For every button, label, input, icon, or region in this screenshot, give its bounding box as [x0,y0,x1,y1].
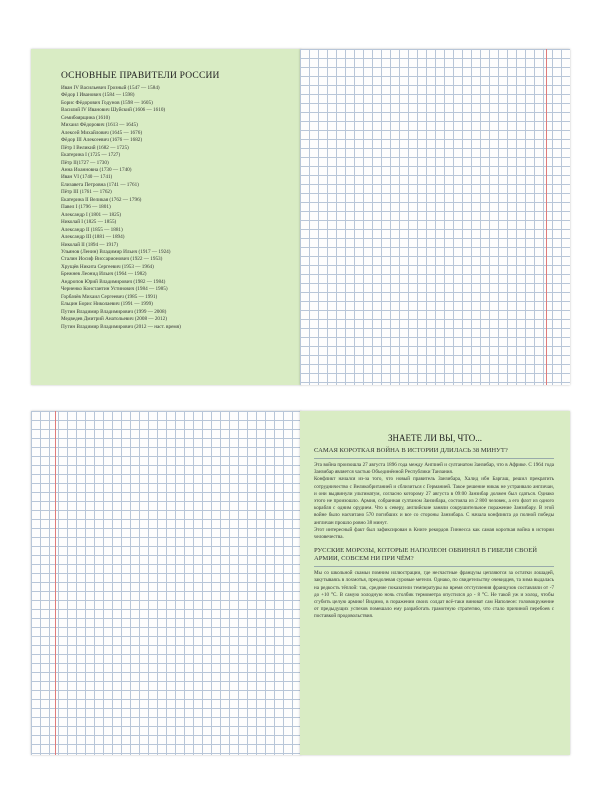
ruler-item: Медведев Дмитрий Анатольевич (2008 — 2012) [61,316,167,323]
ruler-item: Иван VI (1740 — 1741) [61,174,113,181]
ruler-item: Ельцин Борис Николаевич (1991 — 1999) [61,301,153,308]
facts-header: ЗНАЕТЕ ЛИ ВЫ, ЧТО... [388,433,482,443]
ruler-item: Александр I (1801 — 1825) [61,211,122,218]
ruler-item: Николай II (1894 — 1917) [61,241,119,248]
ruler-item: Алексей Михайлович (1645 — 1676) [61,129,143,136]
fact-question-1: САМАЯ КОРОТКАЯ ВОЙНА В ИСТОРИИ ДЛИЛАСЬ 38 МИНУТ? [314,447,508,454]
ruler-item: Ульянов (Ленин) Владимир Ильич (1917 — 1924) [61,248,171,255]
ruler-item: Елизавета Петровна (1741 — 1761) [61,181,139,188]
ruler-item: Михаил Фёдорович (1613 — 1645) [61,122,138,129]
divider [314,458,554,459]
ruler-item: Иван IV Васильевич Грозный (1547 — 1584) [61,85,160,91]
fact-1-paragraph-1: Эта война произошла 27 августа 1896 года между Англией и султанатом Занзибар, что в Африке. С 1964 года Занзибар является частью Объединённой Республики Танзания. [314,462,554,476]
rulers-list [61,85,181,331]
grid-page-bottom-left [31,411,301,755]
ruler-item: Горбачёв Михаил Сергеевич (1985 — 1991) [61,293,158,300]
ruler-item: Брежнев Леонид Ильич (1964 — 1982) [61,271,147,278]
ruler-item: Фёдор I Иванович (1584 — 1598) [61,92,135,99]
ruler-item: Черненко Константин Устинович (1984 — 1985) [61,286,168,293]
fact-1-paragraph-2: Конфликт начался из-за того, что новый правитель Занзибара, Халид ибн Баргаш, решил прекратить сотрудничество с Великобританией и сблизиться с Германией. Такое решение никак не устраивало англичан, и они выдвинули ультиматум, согласно которому 27 августа в 09:00 Занзибар должен был сдаться. Однако этого не произошло. Армия, собранная султаном Занзибара, состояла из 2 800 человек, а его флот из одного корабля с одним орудием. Что к северу, английские заняли сокрушительное поражение Занзибару. В этой войне было насчитано 570 погибших и все со стороны Занзибара. С начала конфликта до полной победы англичан прошло ровно 38 минут. [314,476,554,526]
fact-1-paragraph-3: Этот интересный факт был зафиксирован в Книге рекордов Гиннесса как самая короткая война в истории человечества. [314,526,554,541]
ruler-item: Пётр II(1727 — 1730) [61,159,109,166]
ruler-item: Хрущёв Никита Сергеевич (1953 — 1964) [61,263,154,270]
ruler-item: Борис Фёдорович Годунов (1598 — 1605) [61,99,153,106]
ruler-item: Сталин Иосиф Виссарионович (1922 — 1953) [61,256,163,263]
divider [314,566,554,567]
margin-line [55,411,56,755]
ruler-item: Екатерина II Великая (1762 — 1796) [61,196,142,203]
facts-page [300,411,570,755]
ruler-item: Андропов Юрий Владимирович (1982 — 1984) [61,278,166,285]
ruler-item: Фёдор III Алексеевич (1676 — 1682) [61,137,143,144]
ruler-item: Николай I (1825 — 1855) [61,219,117,226]
ruler-item: Екатерина I (1725 — 1727) [61,152,121,159]
ruler-item: Семибоярщина (1610) [61,114,110,121]
ruler-item: Пётр III (1761 — 1762) [61,189,112,196]
margin-line [546,49,547,385]
rulers-title: ОСНОВНЫЕ ПРАВИТЕЛИ РОССИИ [61,71,220,81]
fact-question-2: РУССКИЕ МОРОЗЫ, КОТОРЫЕ НАПОЛЕОН ОБВИНЯЛ В ГИБЕЛИ СВОЕЙ АРМИИ, СОВСЕМ НИ ПРИ ЧЁМ? [314,547,538,563]
ruler-item: Путин Владимир Владимирович (2012 — наст. время) [61,323,181,330]
ruler-item: Павел I (1796 — 1801) [61,204,111,211]
grid-page-top-right [300,49,570,385]
facts-body [314,447,554,621]
ruler-item: Путин Владимир Владимирович (1999 — 2008) [61,308,167,315]
fact-2-paragraph-1: Мы со школьной скамьи помним иллюстрации, где несчастные французы цепляются за остатки лошадей, закутываясь в лохмотья, преодолевая суровые метели. Однако, по свидетельству очевидцев, та зима выдалась на редкость тёплой: так, средние показатели температуры во время отступления французов составляли от -7 до +10 °С. В самую холодную ночь столбик термометра опустился до - 8 °С. Не такой уж и холод, чтобы сгубить целую армию! Видимо, в поражении своих солдат всё-таки виноват сам Наполеон: головокружение от предыдущих успехов помешало ему разработать грамотную стратегию, что стало причиной перебоев с поставкой продовольствия. [314,570,554,620]
ruler-item: Пётр I Великий (1682 — 1725) [61,144,129,151]
ruler-item: Александр II (1855 — 1881) [61,226,123,233]
ruler-item: Александр III (1881 — 1894) [61,234,125,241]
ruler-item: Василий IV Иванович Шуйский (1606 — 1610) [61,107,166,114]
ruler-item: Анна Иоанновна (1730 — 1740) [61,166,132,173]
rulers-page [31,49,301,385]
